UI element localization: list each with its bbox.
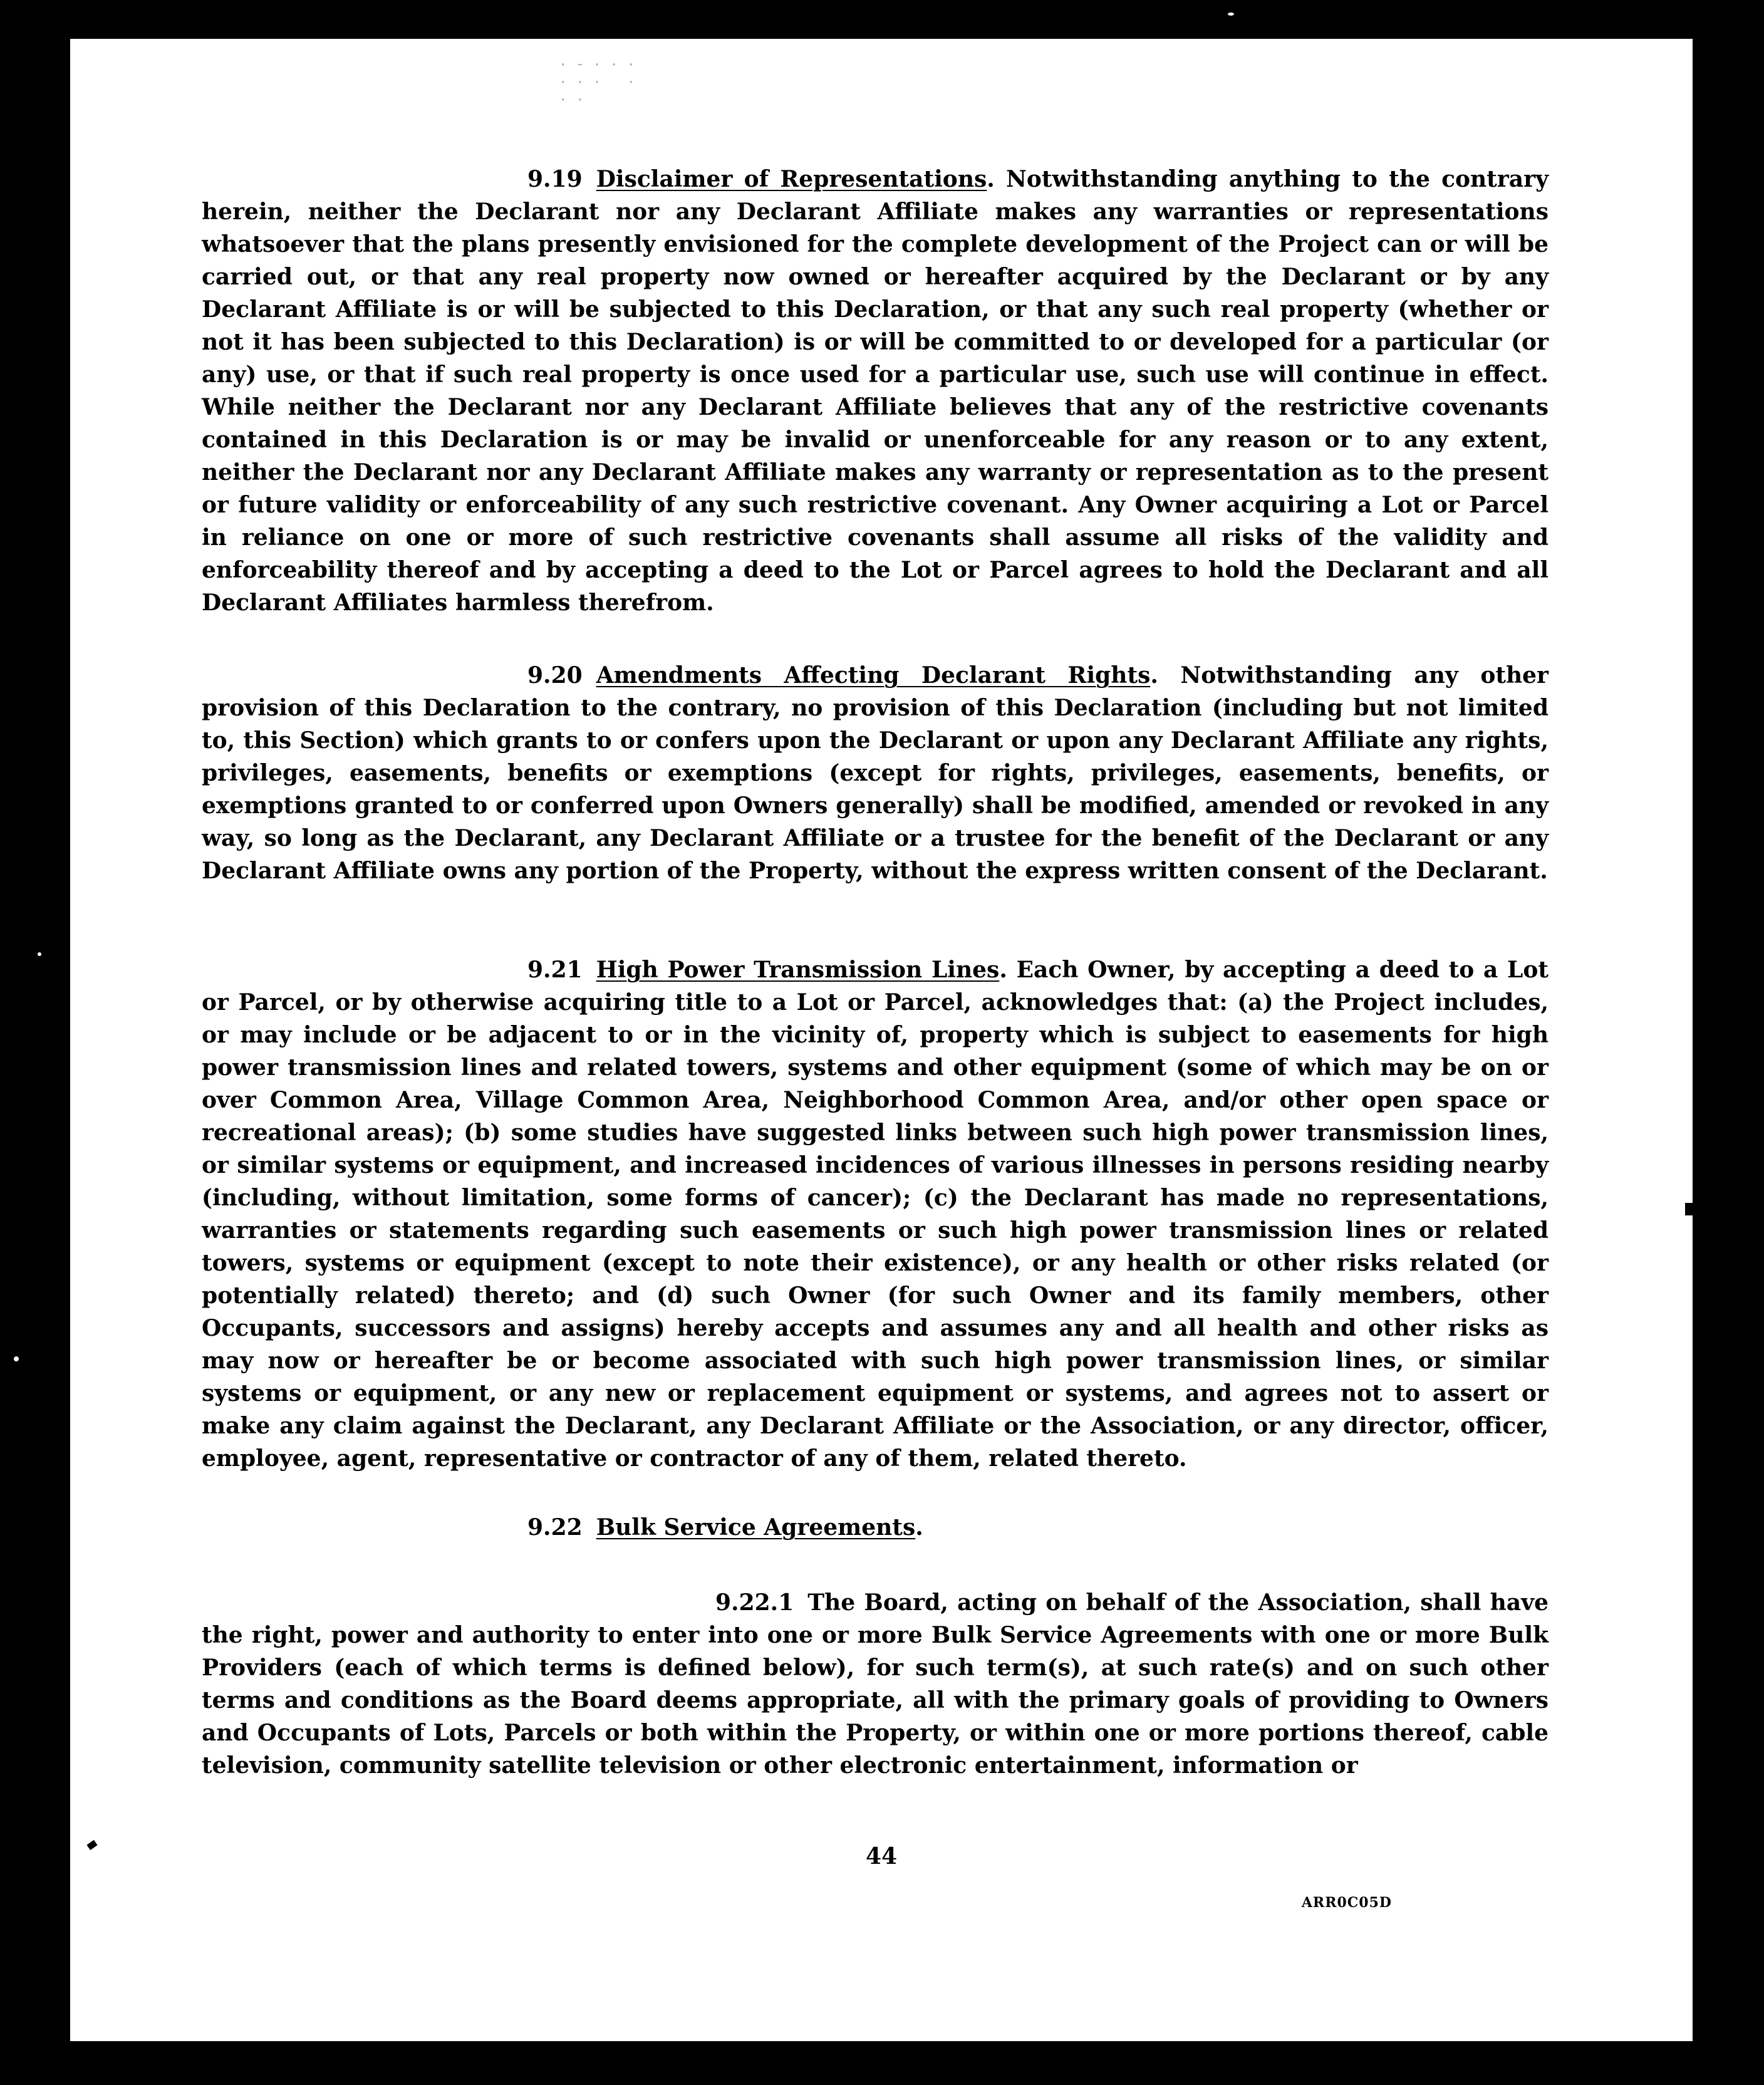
section-9-19	[202, 163, 1549, 619]
section-heading: High Power Transmission Lines	[596, 957, 1000, 983]
subsection-9-22-1	[202, 1586, 1549, 1782]
section-body: . Notwithstanding any other provision of this Declaration to the contrary, no provision of this Declaration (including but not limited to, this Section) which grants to or confers upon the Declarant or upon any Declarant Affiliate any rights, privileges, easements, benefits or exemptions (except for rights, privileges, easements, benefits, or exemptions granted to or conferred upon Owners generally) shall be modified, amended or revoked in any way, so long as the Declarant, any Declarant Affiliate or a trustee for the benefit of the Declarant or any Declarant Affiliate owns any portion of the Property, without the express written consent of the Declarant.	[202, 662, 1549, 884]
section-body: .	[915, 1514, 923, 1541]
page-number: 44	[865, 1843, 898, 1869]
scan-speck	[1228, 13, 1234, 16]
scan-speck	[38, 952, 41, 956]
scan-speck	[14, 1356, 19, 1361]
section-number: 9.20	[527, 662, 583, 689]
section-number: 9.22	[527, 1514, 583, 1541]
section-9-22	[202, 1511, 1549, 1544]
section-heading: Disclaimer of Representations	[596, 166, 987, 192]
section-9-21	[202, 954, 1549, 1475]
section-body: . Notwithstanding anything to the contrary herein, neither the Declarant nor any Declarant Affiliate makes any warranties or representations whatsoever that the plans presently envisioned for the complete development of the Project can or will be carried out, or that any real property now owned or hereafter acquired by the Declarant or by any Declarant Affiliate is or will be subjected to this Declaration, or that any such real property (whether or not it has been subjected to this Declaration) is or will be committed to or developed for a particular (or any) use, or that if such real property is once used for a particular use, such use will continue in effect. While neither the Declarant nor any Declarant Affiliate believes that any of the restrictive covenants contained in this Declaration is or may be invalid or unenforceable for any reason or to any extent, neither the Declarant nor any Declarant Affiliate makes any warranty or representation as to the present or future validity or enforceability of any such restrictive covenant. Any Owner acquiring a Lot or Parcel in reliance on one or more of such restrictive covenants shall assume all risks of the validity and enforceability thereof and by accepting a deed to the Lot or Parcel agrees to hold the Declarant and all Declarant Affiliates harmless therefrom.	[202, 166, 1549, 616]
scan-header-artifact: ·-··· ··· · ··	[559, 57, 645, 108]
subsection-number: 9.22.1	[715, 1589, 794, 1616]
section-number: 9.19	[527, 166, 583, 192]
document-code: ARR0C05D	[1301, 1895, 1392, 1911]
document-page	[70, 39, 1693, 2041]
section-number: 9.21	[527, 957, 583, 983]
section-heading: Amendments Affecting Declarant Rights	[596, 662, 1151, 689]
margin-mark	[1685, 1203, 1693, 1215]
subsection-body: The Board, acting on behalf of the Association, shall have the right, power and authority to enter into one or more Bulk Service Agreements with one or more Bulk Providers (each of which terms is defined below), for such term(s), at such rate(s) and on such other terms and conditions as the Board deems appropriate, all with the primary goals of providing to Owners and Occupants of Lots, Parcels or both within the Property, or within one or more portions thereof, cable television, community satellite television or other electronic entertainment, information or	[202, 1589, 1549, 1779]
section-heading: Bulk Service Agreements	[596, 1514, 916, 1541]
section-body: . Each Owner, by accepting a deed to a Lot or Parcel, or by otherwise acquiring title to a Lot or Parcel, acknowledges that: (a) the Project includes, or may include or be adjacent to or in the vicinity of, property which is subject to easements for high power transmission lines and related towers, systems and other equipment (some of which may be on or over Common Area, Village Common Area, Neighborhood Common Area, and/or other open space or recreational areas); (b) some studies have suggested links between such high power transmission lines, or similar systems or equipment, and increased incidences of various illnesses in persons residing nearby (including, without limitation, some forms of cancer); (c) the Declarant has made no representations, warranties or statements regarding such easements or such high power transmission lines or related towers, systems or equipment (except to note their existence), or any health or other risks related (or potentially related) thereto; and (d) such Owner (for such Owner and its family members, other Occupants, successors and assigns) hereby accepts and assumes any and all health and other risks as may now or hereafter be or become associated with such high power transmission lines, or similar systems or equipment, or any new or replacement equipment or systems, and agrees not to assert or make any claim against the Declarant, any Declarant Affiliate or the Association, or any director, officer, employee, agent, representative or contractor of any of them, related thereto.	[202, 957, 1549, 1472]
section-9-20	[202, 659, 1549, 887]
